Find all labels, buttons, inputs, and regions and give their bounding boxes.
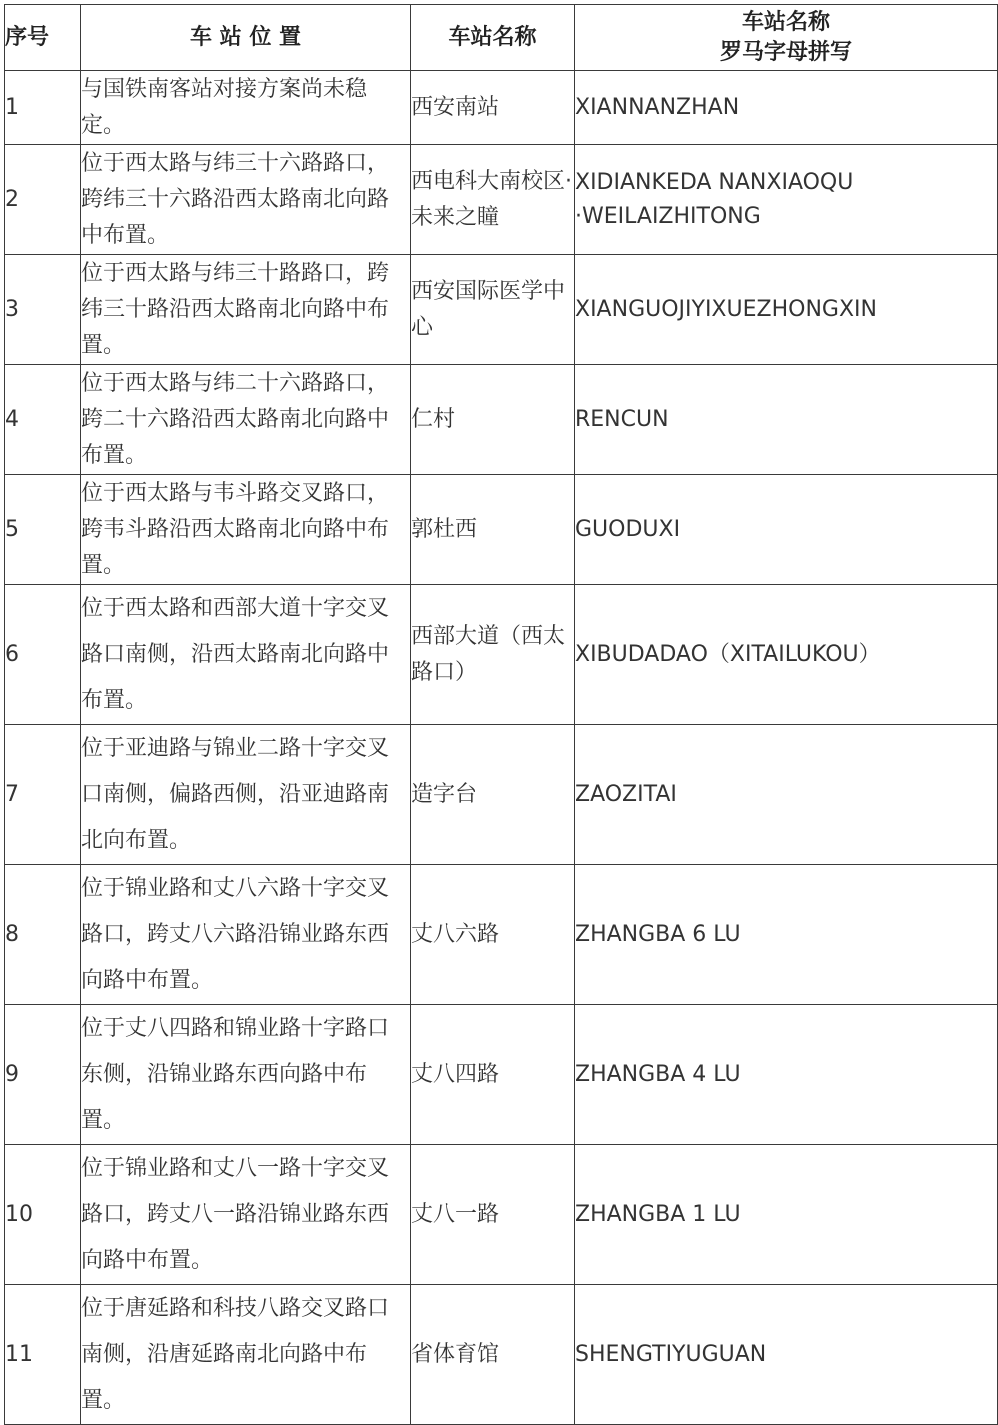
cell-no: 6 (5, 585, 81, 725)
header-romanization (575, 5, 998, 71)
header-romanization-line1: 车站名称 (741, 9, 830, 35)
cell-romanization: XIDIANKEDA NANXIAOQU ·WEILAIZHITONG (575, 145, 998, 255)
cell-location: 位于唐延路和科技八路交叉路口南侧，沿唐延路南北向路中布置。 (81, 1285, 411, 1425)
cell-location: 位于亚迪路与锦业二路十字交叉口南侧，偏路西侧，沿亚迪路南北向布置。 (81, 725, 411, 865)
cell-romanization: SHENGTIYUGUAN (575, 1285, 998, 1425)
cell-location: 位于锦业路和丈八一路十字交叉路口，跨丈八一路沿锦业路东西向路中布置。 (81, 1145, 411, 1285)
cell-romanization: XIBUDADAO（XITAILUKOU） (575, 585, 998, 725)
table-row (5, 1285, 998, 1425)
cell-name: 丈八一路 (411, 1145, 575, 1285)
cell-location: 位于丈八四路和锦业路十字路口东侧，沿锦业路东西向路中布置。 (81, 1005, 411, 1145)
cell-name: 西部大道（西太路口） (411, 585, 575, 725)
cell-no: 8 (5, 865, 81, 1005)
cell-name: 丈八六路 (411, 865, 575, 1005)
cell-no: 4 (5, 365, 81, 475)
header-location: 车 站 位 置 (81, 5, 411, 71)
cell-no: 10 (5, 1145, 81, 1285)
table-row (5, 255, 998, 365)
station-table (4, 4, 998, 1425)
cell-name: 郭杜西 (411, 475, 575, 585)
header-name: 车站名称 (411, 5, 575, 71)
cell-romanization: ZHANGBA 1 LU (575, 1145, 998, 1285)
cell-romanization: XIANGUOJIYIXUEZHONGXIN (575, 255, 998, 365)
table-row (5, 1005, 998, 1145)
cell-location: 位于西太路与纬二十六路路口，跨二十六路沿西太路南北向路中布置。 (81, 365, 411, 475)
table-row (5, 725, 998, 865)
header-no: 序号 (5, 5, 81, 71)
cell-romanization: ZAOZITAI (575, 725, 998, 865)
cell-no: 2 (5, 145, 81, 255)
cell-romanization: ZHANGBA 4 LU (575, 1005, 998, 1145)
table-row (5, 365, 998, 475)
cell-location: 位于西太路和西部大道十字交叉路口南侧，沿西太路南北向路中布置。 (81, 585, 411, 725)
cell-no: 5 (5, 475, 81, 585)
cell-location: 位于西太路与纬三十路路口，跨纬三十路沿西太路南北向路中布置。 (81, 255, 411, 365)
cell-name: 西安国际医学中心 (411, 255, 575, 365)
header-romanization-line2: 罗马字母拼写 (719, 39, 852, 65)
table-row (5, 585, 998, 725)
cell-romanization: ZHANGBA 6 LU (575, 865, 998, 1005)
table-header-row (5, 5, 998, 71)
table-row (5, 475, 998, 585)
cell-name: 西安南站 (411, 71, 575, 145)
cell-location: 位于西太路与韦斗路交叉路口，跨韦斗路沿西太路南北向路中布置。 (81, 475, 411, 585)
cell-location: 与国铁南客站对接方案尚未稳定。 (81, 71, 411, 145)
table-row (5, 1145, 998, 1285)
table-row (5, 145, 998, 255)
cell-romanization: GUODUXI (575, 475, 998, 585)
cell-name: 造字台 (411, 725, 575, 865)
cell-no: 9 (5, 1005, 81, 1145)
cell-location: 位于锦业路和丈八六路十字交叉路口，跨丈八六路沿锦业路东西向路中布置。 (81, 865, 411, 1005)
cell-name: 省体育馆 (411, 1285, 575, 1425)
cell-no: 3 (5, 255, 81, 365)
cell-name: 仁村 (411, 365, 575, 475)
table-row (5, 71, 998, 145)
cell-romanization: XIANNANZHAN (575, 71, 998, 145)
table-row (5, 865, 998, 1005)
cell-location: 位于西太路与纬三十六路路口，跨纬三十六路沿西太路南北向路中布置。 (81, 145, 411, 255)
cell-name: 丈八四路 (411, 1005, 575, 1145)
cell-romanization: RENCUN (575, 365, 998, 475)
cell-no: 7 (5, 725, 81, 865)
cell-name: 西电科大南校区·未来之瞳 (411, 145, 575, 255)
cell-no: 11 (5, 1285, 81, 1425)
cell-no: 1 (5, 71, 81, 145)
